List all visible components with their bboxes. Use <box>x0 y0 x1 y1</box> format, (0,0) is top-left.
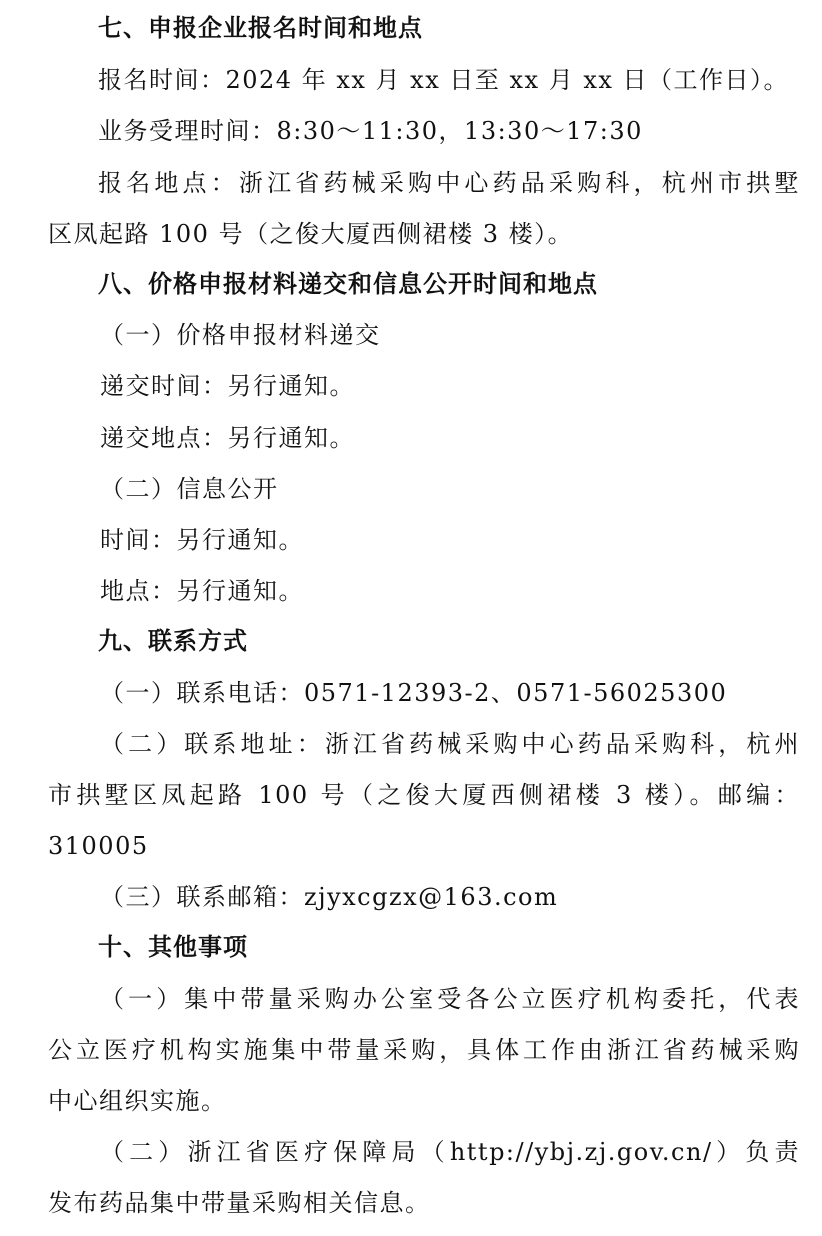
registration-place-line-1: 报名地点：浙江省药械采购中心药品采购科，杭州市拱墅 <box>98 169 800 197</box>
registration-place-line-2: 区凤起路 100 号（之俊大厦西侧裙楼 3 楼）。 <box>48 220 574 248</box>
submit-place: 递交地点：另行通知。 <box>100 424 355 452</box>
registration-time: 报名时间：2024 年 xx 月 xx 日至 xx 月 xx 日（工作日）。 <box>98 66 790 94</box>
info-disclosure-time: 时间：另行通知。 <box>100 526 304 554</box>
contact-email: （三）联系邮箱：zjyxcgzx@163.com <box>100 883 559 911</box>
contact-address-line-1: （二）联系地址：浙江省药械采购中心药品采购科，杭州 <box>100 730 800 758</box>
other-item-1-line-3: 中心组织实施。 <box>48 1087 227 1115</box>
other-item-1-line-2: 公立医疗机构实施集中带量采购，具体工作由浙江省药械采购 <box>48 1036 800 1064</box>
other-item-2-line-2: 发布药品集中带量采购相关信息。 <box>48 1189 431 1217</box>
business-hours: 业务受理时间：8:30～11:30，13:30～17:30 <box>98 117 643 145</box>
section-8-sub-2: （二）信息公开 <box>100 475 279 503</box>
section-10-heading: 十、其他事项 <box>98 933 248 961</box>
contact-address-line-2: 市拱墅区凤起路 100 号（之俊大厦西侧裙楼 3 楼）。邮编： <box>48 781 800 809</box>
section-8-heading: 八、价格申报材料递交和信息公开时间和地点 <box>98 270 598 298</box>
other-item-1-line-1: （一）集中带量采购办公室受各公立医疗机构委托，代表 <box>100 985 800 1013</box>
section-7-heading: 七、申报企业报名时间和地点 <box>98 14 423 42</box>
other-item-2-line-1: （二）浙江省医疗保障局（http://ybj.zj.gov.cn/）负责 <box>100 1138 800 1166</box>
section-8-sub-1: （一）价格申报材料递交 <box>100 321 381 349</box>
contact-postcode: 310005 <box>48 832 149 860</box>
submit-time: 递交时间：另行通知。 <box>100 372 355 400</box>
contact-phone: （一）联系电话：0571-12393-2、0571-56025300 <box>100 679 728 707</box>
info-disclosure-place: 地点：另行通知。 <box>100 577 304 605</box>
section-9-heading: 九、联系方式 <box>98 627 248 655</box>
